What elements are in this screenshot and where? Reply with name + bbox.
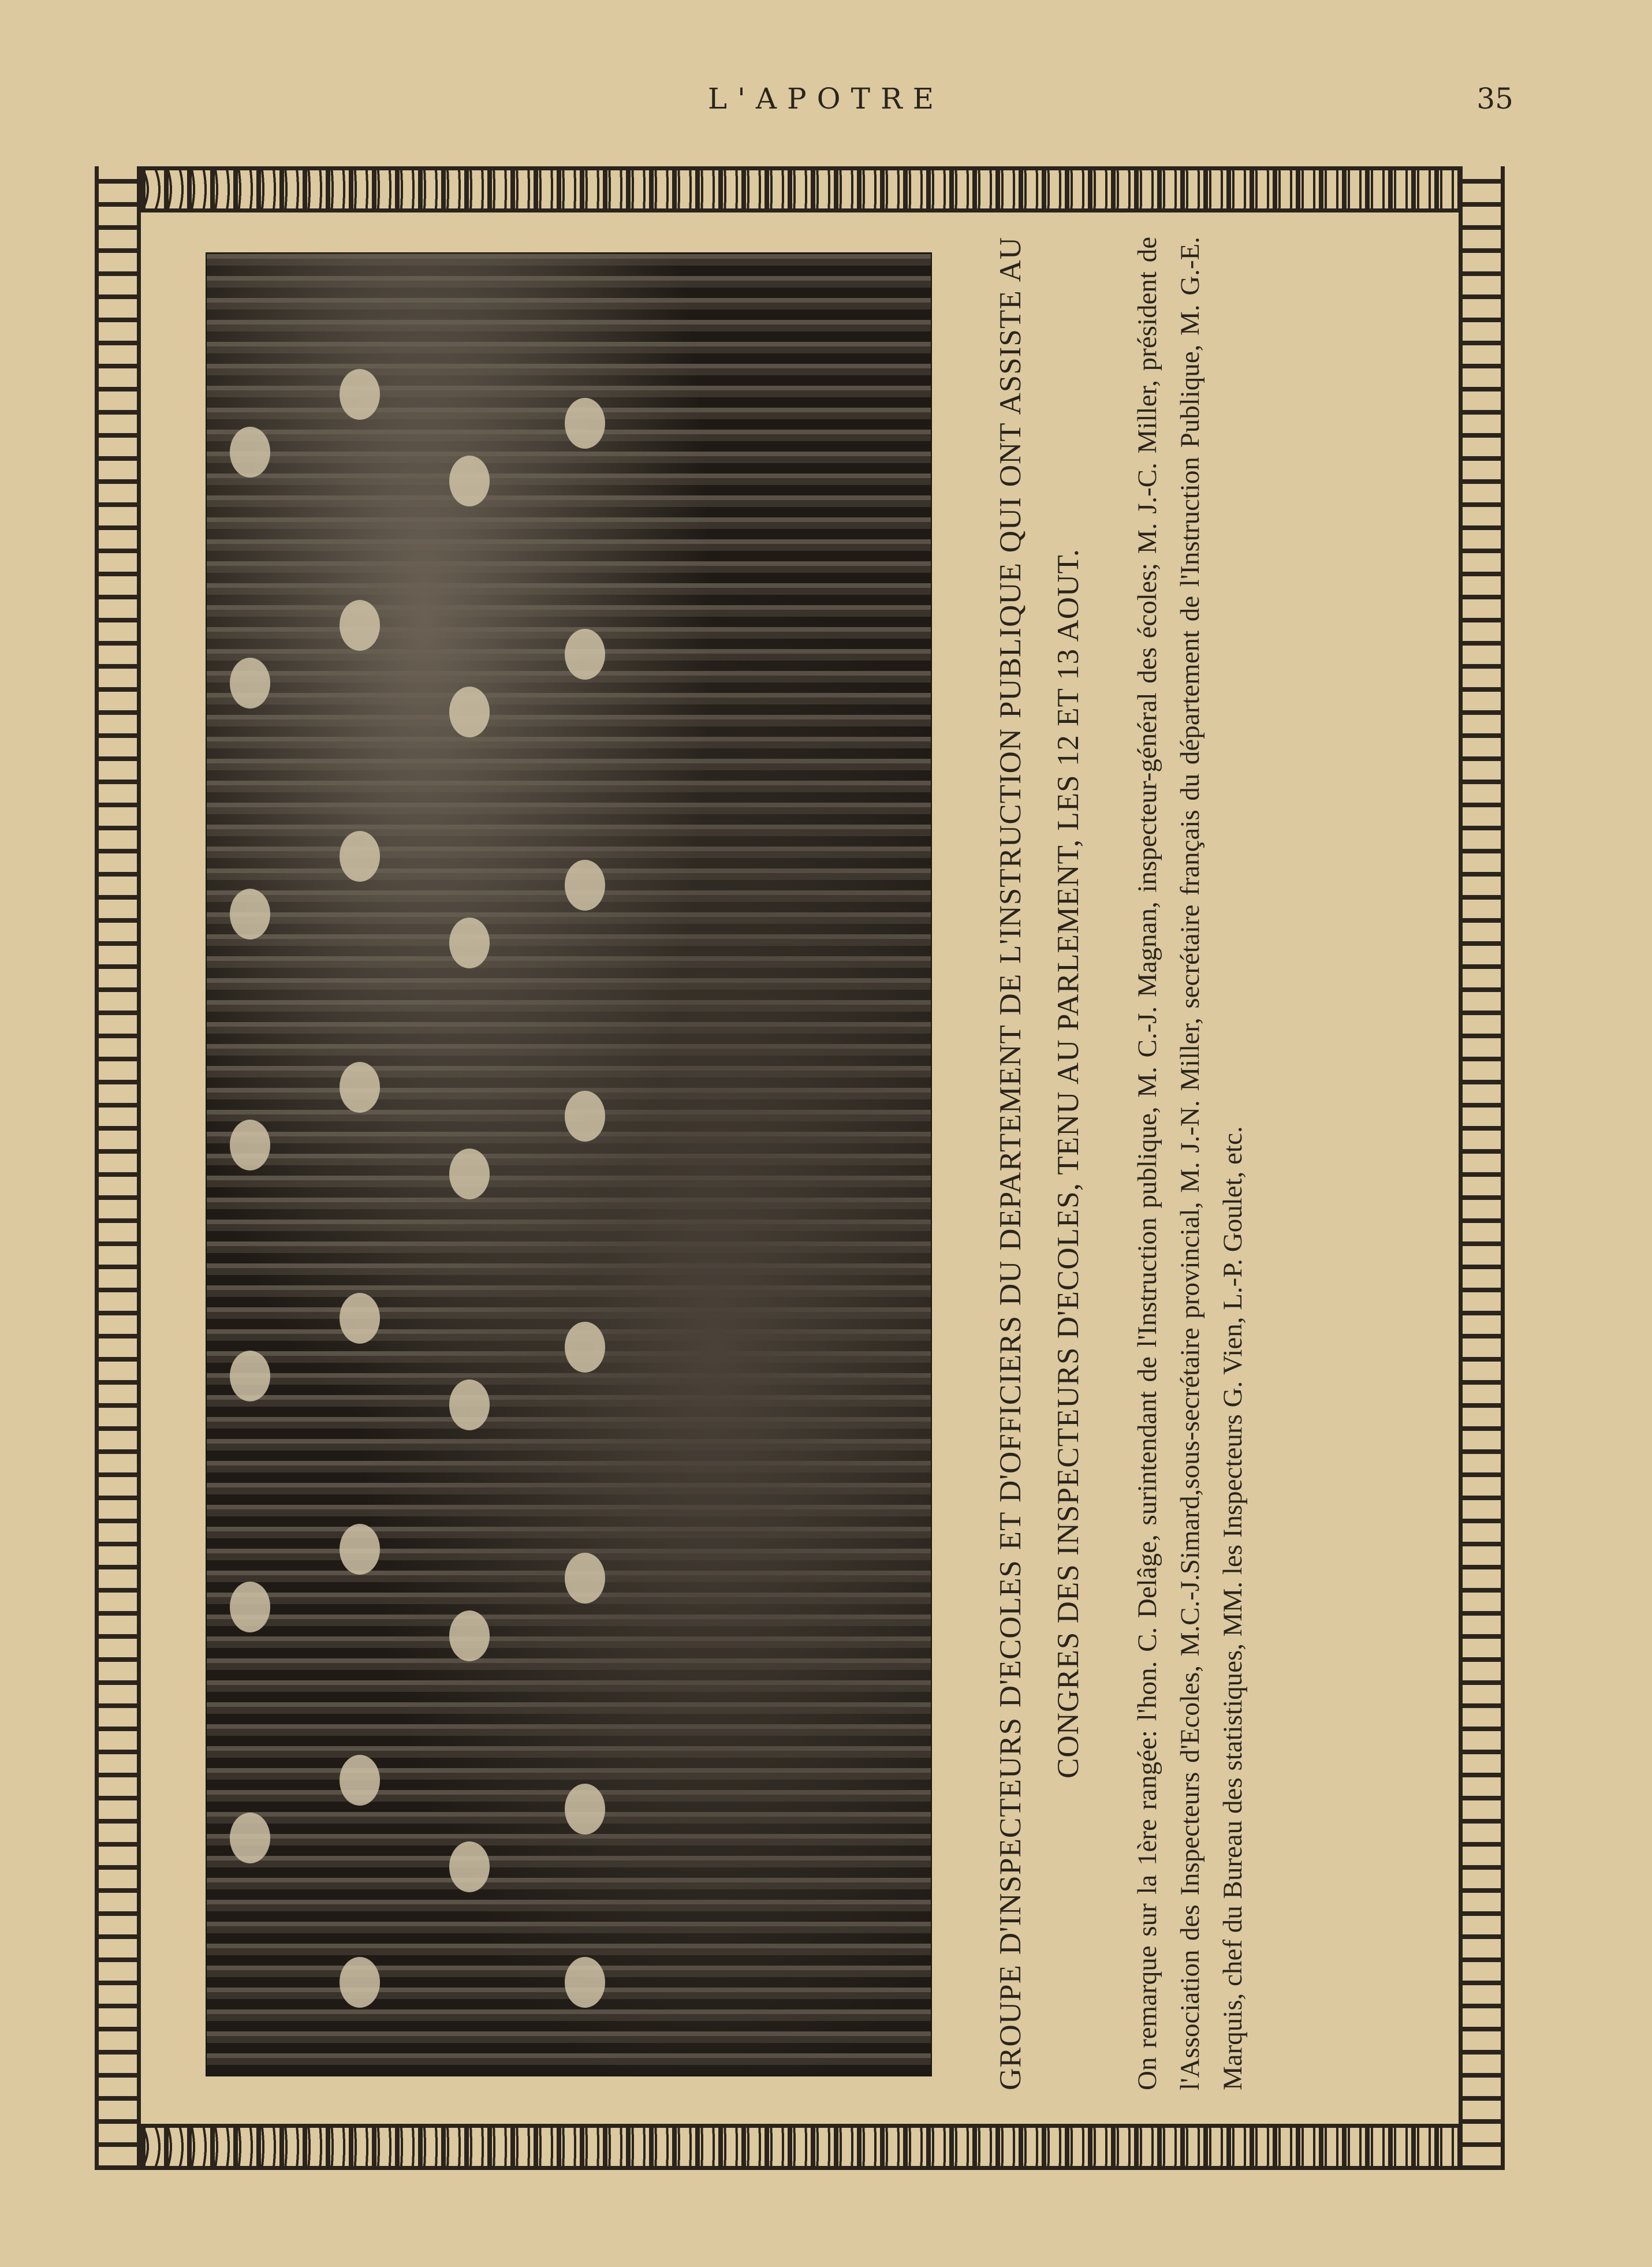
caption-body: On remarque sur la 1ère rangée: l'hon. C. Delâge, surintendant de l'Instruction publique, M. C.-J. Magnan, inspecteur-général des écoles; M. J.-C. Miller, président de l'Association des Inspecteurs d'Ecoles, M.C.-J.Simard,sous-secrétaire provincial, M. J.-N. Miller, secrétaire français du département de l'Instruction Publique, M. G.-E. Marquis, chef du Bureau des statistiques, MM. les Inspecteurs G. Vien, L.-P. Goulet, etc. — [1132, 237, 1248, 2090]
figure-caption — [982, 225, 1397, 2102]
photo-face — [449, 918, 490, 968]
photo-face — [449, 687, 490, 737]
photo-face — [230, 1582, 270, 1632]
photo-face — [340, 1957, 380, 2008]
running-header-title: L'APOTRE — [707, 82, 945, 115]
photo-face — [449, 1610, 490, 1661]
photo-face — [230, 658, 270, 709]
photo-face — [565, 1322, 605, 1373]
photo-face — [565, 1784, 605, 1835]
photo-face — [230, 427, 270, 478]
photo-face — [340, 1755, 380, 1806]
photo-face — [565, 1957, 605, 2008]
photo-face — [565, 629, 605, 680]
photo-face — [340, 600, 380, 651]
photo-face — [565, 398, 605, 449]
photo-face — [565, 860, 605, 911]
caption-title: GROUPE D'INSPECTEURS D'ECOLES ET D'OFFICIERS DU DEPARTEMENT DE L'INSTRUCTION PUBLIQUE QUI ONT ASSISTE AU CONGRES DES INSPECTEURS D'ECOLES, TENU AU PARLEMENT, LES 12 ET 13 AOUT. — [994, 237, 1085, 2090]
photo-face — [230, 1120, 270, 1170]
border-top — [95, 166, 1505, 212]
photo-face — [449, 1149, 490, 1199]
photo-face — [340, 1524, 380, 1575]
photo-face — [565, 1091, 605, 1142]
border-left — [95, 166, 141, 2170]
group-photograph — [206, 252, 932, 2076]
border-right — [1459, 166, 1505, 2170]
photo-face — [565, 1553, 605, 1604]
photo-face — [230, 1813, 270, 1863]
photo-face — [449, 1841, 490, 1892]
border-bottom — [95, 2124, 1505, 2170]
photo-face — [449, 1379, 490, 1430]
photo-face — [340, 369, 380, 420]
photo-face — [340, 831, 380, 882]
photo-face — [449, 456, 490, 506]
photo-face — [230, 1351, 270, 1401]
photo-face — [340, 1062, 380, 1113]
photo-face — [230, 889, 270, 939]
page-number: 35 — [1476, 82, 1513, 115]
photo-face — [340, 1293, 380, 1344]
